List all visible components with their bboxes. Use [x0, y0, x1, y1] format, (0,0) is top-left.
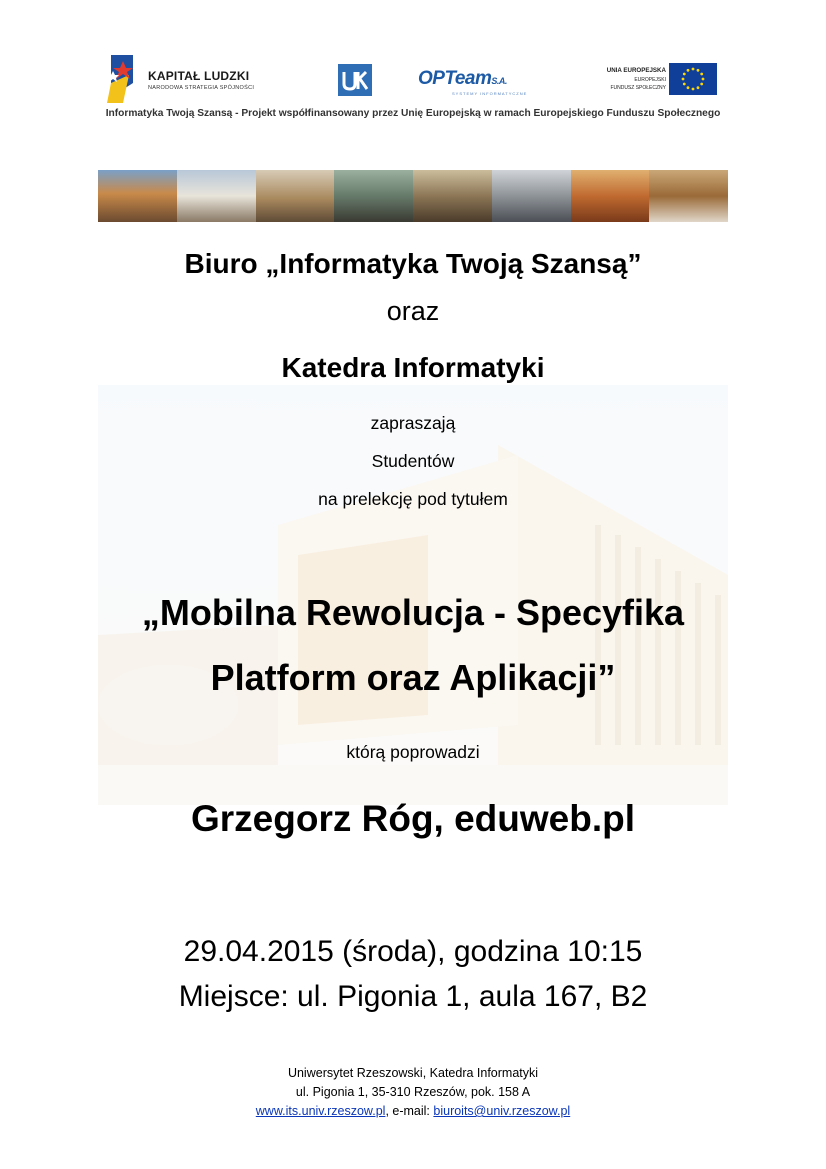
- eu-label-line2: EUROPEJSKI: [634, 77, 666, 83]
- strip-photo: [334, 170, 413, 222]
- website-link[interactable]: www.its.univ.rzeszow.pl: [255, 1104, 386, 1118]
- strip-photo: [413, 170, 492, 222]
- strip-photo: [649, 170, 728, 222]
- opteam-name: OPTeam: [418, 68, 492, 89]
- footer-institution: Uniwersytet Rzeszowski, Katedra Informatyki: [287, 1066, 539, 1080]
- kapital-ludzki-subtitle: NARODOWA STRATEGIA SPÓJNOŚCI: [148, 85, 255, 91]
- eu-flag-icon: [669, 63, 717, 95]
- strip-photo: [98, 170, 177, 222]
- kapital-ludzki-title: KAPITAŁ LUDZKI: [148, 69, 250, 83]
- email-link[interactable]: biuroits@univ.rzeszow.pl: [433, 1104, 571, 1118]
- strip-photo: [492, 170, 571, 222]
- organizer-department: Katedra Informatyki: [281, 352, 545, 383]
- lecture-title-line1: „Mobilna Rewolucja - Specyfika: [141, 592, 685, 633]
- invite-text-3: na prelekcję pod tytułem: [318, 489, 508, 509]
- eu-label-line3: FUNDUSZ SPOŁECZNY: [610, 85, 666, 91]
- speaker-name: Grzegorz Róg, eduweb.pl: [190, 798, 636, 839]
- event-date: 29.04.2015 (środa), godzina 10:15: [183, 935, 643, 968]
- lecture-title-line2: Platform oraz Aplikacji”: [210, 657, 616, 698]
- invite-text-2: Studentów: [371, 451, 455, 471]
- strip-photo: [177, 170, 256, 222]
- strip-photo: [256, 170, 335, 222]
- opteam-suffix: S.A.: [491, 76, 507, 86]
- footer-address: ul. Pigonia 1, 35-310 Rzeszów, pok. 158 A: [295, 1085, 531, 1099]
- invite-text-1: zapraszają: [370, 413, 456, 433]
- eu-label-line1: UNIA EUROPEJSKA: [606, 67, 666, 74]
- led-by-text: którą poprowadzi: [346, 742, 480, 762]
- campus-photo-strip: [98, 170, 728, 222]
- footer-contact: [0, 1104, 826, 1118]
- project-cofinancing-line: Informatyka Twoją Szansą - Projekt współfinansowany przez Unię Europejską w ramach Europejskiego Funduszu Społecznego: [105, 108, 721, 119]
- event-place: Miejsce: ul. Pigonia 1, aula 167, B2: [178, 980, 648, 1013]
- email-prefix: , e-mail:: [385, 1104, 434, 1118]
- conjunction: oraz: [386, 296, 440, 326]
- kapital-ludzki-logo-icon: [103, 53, 145, 105]
- organizer-office: Biuro „Informatyka Twoją Szansą”: [184, 248, 642, 279]
- opteam-subtitle: SYSTEMY INFORMATYCZNE: [452, 91, 528, 96]
- opteam-logo: [418, 68, 507, 90]
- university-logo-icon: [338, 64, 372, 96]
- strip-photo: [571, 170, 650, 222]
